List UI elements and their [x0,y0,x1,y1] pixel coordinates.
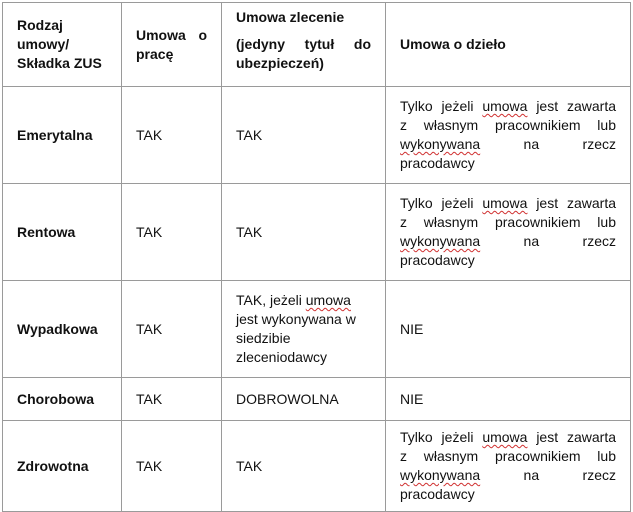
header-employment-line: Umowa o [136,26,207,43]
spellcheck-word: wykonywana [400,467,481,483]
cell-dzielo-line: z własnym pracownikiem lub [400,214,616,230]
text-fragment: TAK, jeżeli [236,292,306,308]
text-fragment: Tylko jeżeli [400,195,483,211]
spellcheck-word: umowa [305,292,351,308]
cell-praca: TAK [122,421,222,512]
cell-dzielo-line: z własnym pracownikiem lub [400,448,616,464]
row-label-emerytalna: Emerytalna [3,87,122,184]
cell-zlecenie: TAK [222,184,386,281]
cell-dzielo: NIE [386,378,631,421]
cell-praca: TAK [122,281,222,378]
cell-zlecenie: TAK [222,87,386,184]
row-label-chorobowa: Chorobowa [3,378,122,421]
text-fragment: na rzecz [480,136,616,152]
text-fragment: jest zawarta [527,98,616,114]
row-label-rentowa: Rentowa [3,184,122,281]
header-contract-type [3,3,122,87]
table-row [3,281,631,378]
cell-dzielo [386,184,631,281]
cell-dzielo-line [400,135,616,154]
cell-zlecenie-line: siedzibie [236,330,291,346]
cell-dzielo-line: pracodawcy [400,252,475,268]
header-contract-type-line: Składka ZUS [17,55,102,71]
header-row [3,3,631,87]
text-fragment: Tylko jeżeli [400,98,483,114]
header-contract-type-line: Rodzaj [17,17,63,33]
cell-dzielo [386,421,631,512]
header-contract-type-line: umowy/ [17,36,70,52]
header-employment-line: pracę [136,45,174,62]
header-mandate-line: ubezpieczeń) [236,55,324,71]
spellcheck-word: umowa [482,98,528,114]
spellcheck-word: wykonywana [400,233,481,249]
spellcheck-word: wykonywana [400,136,481,152]
cell-dzielo-line: pracodawcy [400,155,475,171]
spellcheck-word: umowa [482,429,528,445]
header-mandate-line: (jedyny tytuł do [236,36,371,52]
text-fragment: Tylko jeżeli [400,429,483,445]
cell-dzielo-line: pracodawcy [400,486,475,502]
header-work-contract: Umowa o dzieło [386,3,631,87]
zus-contribution-table [2,2,631,512]
cell-dzielo-line [400,194,616,213]
table-row [3,184,631,281]
cell-dzielo-line [400,466,616,485]
text-fragment: jest zawarta [527,429,616,445]
header-mandate-line: Umowa zlecenie [236,9,345,25]
row-label-wypadkowa: Wypadkowa [3,281,122,378]
row-label-zdrowotna: Zdrowotna [3,421,122,512]
table-row [3,378,631,421]
cell-dzielo-line [400,428,616,447]
table-row [3,421,631,512]
cell-dzielo: NIE [386,281,631,378]
text-fragment: na rzecz [480,467,616,483]
header-mandate-contract [222,3,386,87]
cell-praca: TAK [122,87,222,184]
text-fragment: na rzecz [480,233,616,249]
cell-zlecenie [222,281,386,378]
text-fragment: jest zawarta [527,195,616,211]
cell-praca: TAK [122,184,222,281]
cell-dzielo-line [400,97,616,116]
cell-dzielo-line [400,232,616,251]
cell-dzielo-line: z własnym pracownikiem lub [400,117,616,133]
cell-zlecenie: DOBROWOLNA [222,378,386,421]
table-row [3,87,631,184]
cell-zlecenie-line: zleceniodawcy [236,349,328,365]
cell-zlecenie-line: jest wykonywana w [236,311,356,327]
spellcheck-word: umowa [482,195,528,211]
cell-zlecenie: TAK [222,421,386,512]
cell-praca: TAK [122,378,222,421]
header-employment-contract [122,3,222,87]
cell-zlecenie-line [236,291,371,310]
cell-dzielo [386,87,631,184]
